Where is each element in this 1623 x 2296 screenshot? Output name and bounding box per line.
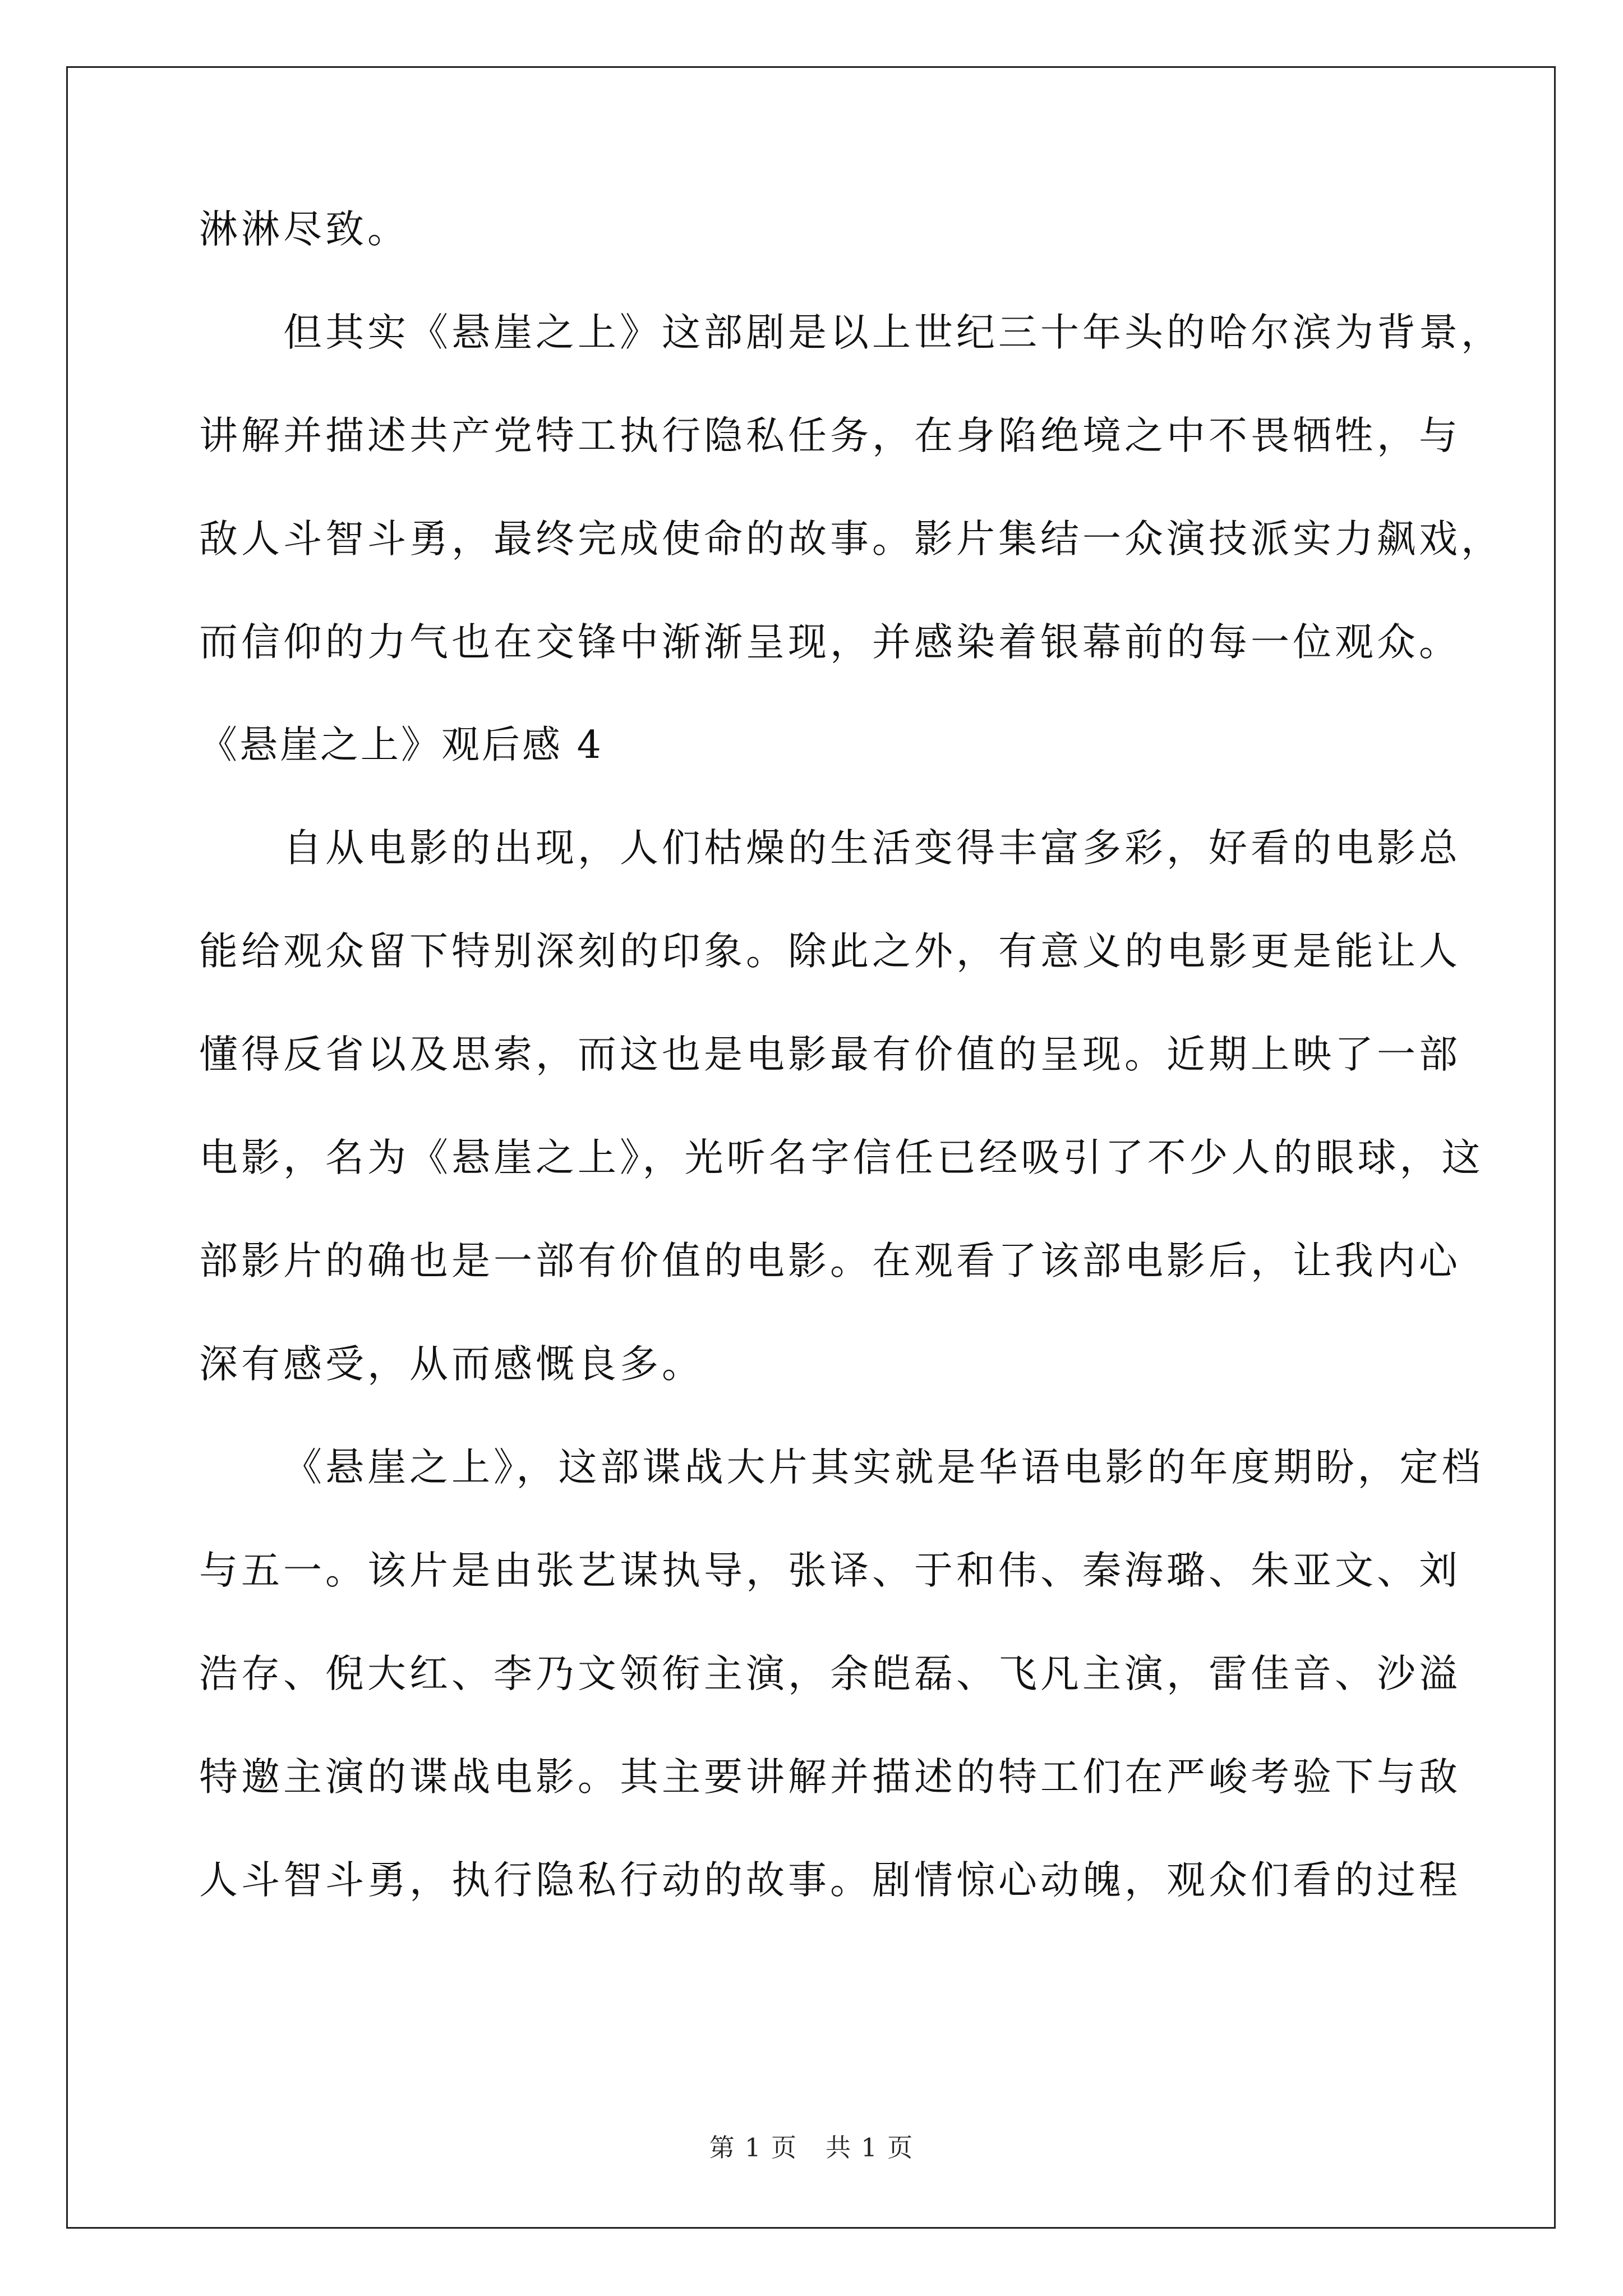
paragraph-line: 懂得反省以及思索，而这也是电影最有价值的呈现。近期上映了一部: [199, 1032, 1461, 1077]
paragraph-line: 电影，名为《悬崖之上》，光听名字信任已经吸引了不少人的眼球，这: [199, 1135, 1484, 1180]
paragraph-line: 浩存、倪大红、李乃文领衔主演，余皑磊、飞凡主演，雷佳音、沙溢: [199, 1651, 1461, 1696]
paragraph-line: 淋淋尽致。: [199, 207, 409, 252]
paragraph-line: 与五一。该片是由张艺谋执导，张译、于和伟、秦海璐、朱亚文、刘: [199, 1548, 1461, 1593]
paragraph-line: 部影片的确也是一部有价值的电影。在观看了该部电影后，让我内心: [199, 1239, 1461, 1283]
paragraph-line: 敌人斗智斗勇，最终完成使命的故事。影片集结一众演技派实力飙戏，: [199, 517, 1503, 562]
section-heading: 《悬崖之上》观后感 4: [199, 723, 603, 767]
paragraph-line: 讲解并描述共产党特工执行隐私任务，在身陷绝境之中不畏牺牲，与: [199, 413, 1461, 458]
paragraph-line: 特邀主演的谍战电影。其主要讲解并描述的特工们在严峻考验下与敌: [199, 1755, 1461, 1800]
page-number: 第 1 页: [709, 2133, 797, 2162]
page-total: 共 1 页: [826, 2133, 914, 2162]
page-footer: [0, 2131, 1623, 2165]
paragraph-line: 自从电影的出现，人们枯燥的生活变得丰富多彩，好看的电影总: [283, 826, 1461, 871]
paragraph-line: 但其实《悬崖之上》这部剧是以上世纪三十年头的哈尔滨为背景，: [283, 310, 1503, 355]
paragraph-line: 深有感受，从而感慨良多。: [199, 1342, 704, 1387]
paragraph-line: 能给观众留下特别深刻的印象。除此之外，有意义的电影更是能让人: [199, 929, 1461, 974]
paragraph-line: 《悬崖之上》，这部谍战大片其实就是华语电影的年度期盼，定档: [283, 1445, 1484, 1490]
paragraph-line: 而信仰的力气也在交锋中渐渐呈现，并感染着银幕前的每一位观众。: [199, 620, 1461, 665]
paragraph-line: 人斗智斗勇，执行隐私行动的故事。剧情惊心动魄，观众们看的过程: [199, 1858, 1461, 1903]
